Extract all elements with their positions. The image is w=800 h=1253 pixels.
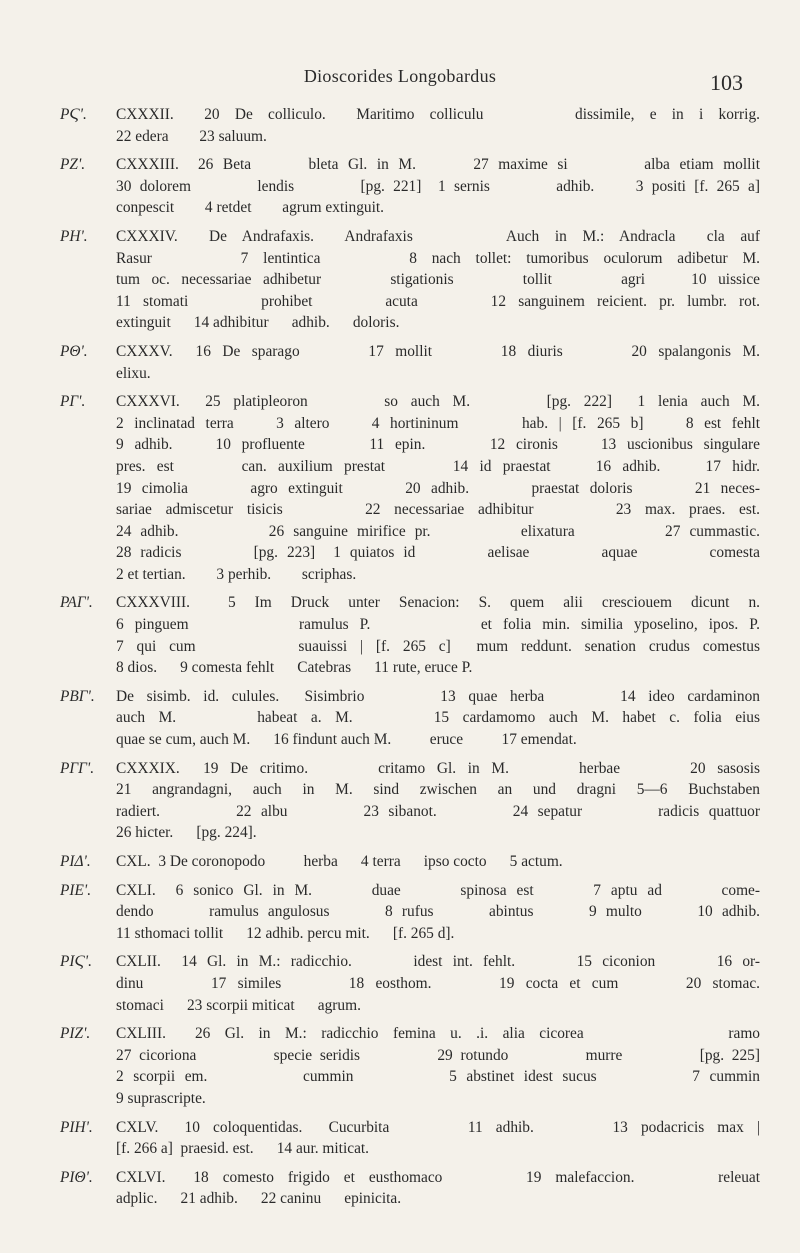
entry-line: 22 edera 23 saluum. <box>116 127 267 145</box>
apparatus-entry <box>60 391 760 585</box>
entry-line: 2 et tertian. 3 perhib. scriphas. <box>116 565 357 583</box>
entry-line: 11 stomati prohibet acuta 12 sanguinem reicient. pr. lumbr. rot. <box>116 292 760 310</box>
entry-line: CXLII. 14 Gl. in M.: radicchio. idest int. fehlt. 15 ciconion 16 or- <box>116 953 760 971</box>
entry-siglum: PΘ'. <box>60 342 88 360</box>
entry-line: 21 angrandagni, auch in M. sind zwischen an und dragni 5—6 Buchstaben <box>116 781 760 799</box>
entry-line: stomaci 23 scorpii miticat agrum. <box>116 996 361 1014</box>
entry-line: [f. 266 a] praesid. est. 14 aur. miticat. <box>116 1140 370 1158</box>
entry-line: adplic. 21 adhib. 22 caninu epinicita. <box>116 1190 402 1208</box>
apparatus-entry <box>60 880 760 945</box>
entry-siglum: PZ'. <box>60 156 86 174</box>
entry-line: auch M. habeat a. M. 15 cardamomo auch M. habet c. folia eius <box>116 709 760 727</box>
entry-line: 6 pinguem ramulus P. et folia min. similia yposelino, ipos. P. <box>116 616 760 634</box>
entry-siglum: PIZ'. <box>60 1025 91 1043</box>
entry-line: 19 cimolia agro extinguit 20 adhib. praestat doloris 21 neces- <box>116 479 760 497</box>
entry-line: 2 inclinatad terra 3 altero 4 hortininum hab. | [f. 265 b] 8 est fehlt <box>116 414 760 432</box>
entry-line: 11 sthomaci tollit 12 adhib. percu mit. [f. 265 d]. <box>116 924 455 942</box>
entry-line: 7 qui cum suauissi | [f. 265 c] mum reddunt. senation crudus comestus <box>116 637 760 655</box>
entry-line: dendo ramulus angulosus 8 rufus abintus 9 multo 10 adhib. <box>116 903 760 921</box>
entry-line: 26 hicter. [pg. 224]. <box>116 824 257 842</box>
entry-line: extinguit 14 adhibitur adhib. doloris. <box>116 314 400 332</box>
apparatus-entry <box>60 154 760 219</box>
entry-line: CXL. 3 De coronopodo herba 4 terra ipso cocto 5 actum. <box>116 853 563 870</box>
entry-line: elixu. <box>116 364 151 382</box>
entry-line: CXLI. 6 sonico Gl. in M. duae spinosa est 7 aptu ad come- <box>116 881 760 899</box>
entry-line: 9 suprascripte. <box>116 1089 206 1107</box>
entry-line: De sisimb. id. culules. Sisimbrio 13 quae herba 14 ideo cardaminon <box>116 687 760 705</box>
entry-line: CXXXIX. 19 De critimo. critamo Gl. in M. herbae 20 sasosis <box>116 759 760 777</box>
entry-line: CXLV. 10 coloquentidas. Cucurbita 11 adhib. 13 podacricis max | <box>116 1118 760 1136</box>
entry-line: CXXXVIII. 5 Im Druck unter Senacion: S. quem alii cresciouem dicunt n. <box>116 594 760 612</box>
entry-line: 9 adhib. 10 profluente 11 epin. 12 cironis 13 uscionibus singulare <box>116 436 760 454</box>
apparatus-entry <box>60 686 760 751</box>
entry-line: 24 adhib. 26 sanguine mirifice pr. elixatura 27 cummastic. <box>116 522 760 540</box>
entry-siglum: PIΔ'. <box>60 853 91 870</box>
entry-line: CXXXIV. De Andrafaxis. Andrafaxis Auch in M.: Andracla cla auf <box>116 227 760 245</box>
entry-line: conpescit 4 retdet agrum extinguit. <box>116 199 384 217</box>
apparatus-entry <box>60 104 760 147</box>
entry-line: 2 scorpii em. cummin 5 abstinet idest sucus 7 cummin <box>116 1068 760 1086</box>
entry-line: 28 radicis [pg. 223] 1 quiatos id aelisae aquae comesta <box>116 544 760 562</box>
entry-line: 27 cicoriona specie seridis 29 rotundo murre [pg. 225] <box>116 1046 760 1064</box>
entry-line: CXLIII. 26 Gl. in M.: radicchio femina u. .i. alia cicorea ramo <box>116 1025 760 1043</box>
entry-line: CXXXV. 16 De sparago 17 mollit 18 diuris 20 spalangonis M. <box>116 342 760 360</box>
entry-line: radiert. 22 albu 23 sibanot. 24 sepatur radicis quattuor <box>116 802 760 820</box>
running-title: Dioscorides Longobardus <box>303 66 497 86</box>
page-number: 103 <box>710 70 743 95</box>
entry-line: sariae admiscetur tisicis 22 necessariae adhibitur 23 max. praes. est. <box>116 501 760 519</box>
apparatus-entry <box>60 1167 760 1210</box>
apparatus-entry <box>60 851 760 873</box>
apparatus-entry <box>60 341 760 384</box>
entry-line: CXXXVI. 25 platipleoron so auch M. [pg. 222] 1 lenia auch M. <box>116 393 760 411</box>
entry-siglum: PH'. <box>60 227 88 245</box>
entry-siglum: PIΘ'. <box>60 1168 93 1186</box>
entry-line: 30 dolorem lendis [pg. 221] 1 sernis adhib. 3 positi [f. 265 a] <box>116 177 760 195</box>
entry-line: CXXXIII. 26 Beta bleta Gl. in M. 27 maxime si alba etiam mollit <box>116 156 760 174</box>
entry-line: quae se cum, auch M. 16 findunt auch M. eruce 17 emendat. <box>116 731 577 749</box>
apparatus-entries <box>60 104 760 1217</box>
entry-line: tum oc. necessariae adhibetur stigationis tollit agri 10 uissice <box>116 271 760 289</box>
entry-line: Rasur 7 lentintica 8 nach tollet: tumoribus oculorum adibetur M. <box>116 249 760 267</box>
apparatus-entry <box>60 592 760 678</box>
entry-line: CXLVI. 18 comesto frigido et eusthomaco 19 malefaccion. releuat <box>116 1168 760 1186</box>
entry-siglum: PAΓ'. <box>60 594 93 612</box>
entry-line: pres. est can. auxilium prestat 14 id praestat 16 adhib. 17 hidr. <box>116 457 760 475</box>
entry-siglum: PΓΓ'. <box>60 759 95 777</box>
apparatus-entry <box>60 951 760 1016</box>
entry-siglum: PIE'. <box>60 881 92 899</box>
apparatus-entry <box>60 1023 760 1109</box>
entry-siglum: PBΓ'. <box>60 687 95 705</box>
entry-line: CXXXII. 20 De colliculo. Maritimo colliculu dissimile, e in i korrig. <box>116 106 760 123</box>
apparatus-entry <box>60 758 760 844</box>
entry-siglum: PIH'. <box>60 1118 93 1136</box>
entry-siglum: PϚ'. <box>60 106 87 123</box>
apparatus-entry <box>60 226 760 334</box>
apparatus-entry <box>60 1117 760 1160</box>
entry-siglum: PIϚ'. <box>60 953 92 971</box>
entry-line: dinu 17 similes 18 eosthom. 19 cocta et cum 20 stomac. <box>116 974 760 992</box>
entry-line: 8 dios. 9 comesta fehlt Catebras 11 rute, eruce P. <box>116 659 473 677</box>
entry-siglum: PΓ'. <box>60 393 86 411</box>
